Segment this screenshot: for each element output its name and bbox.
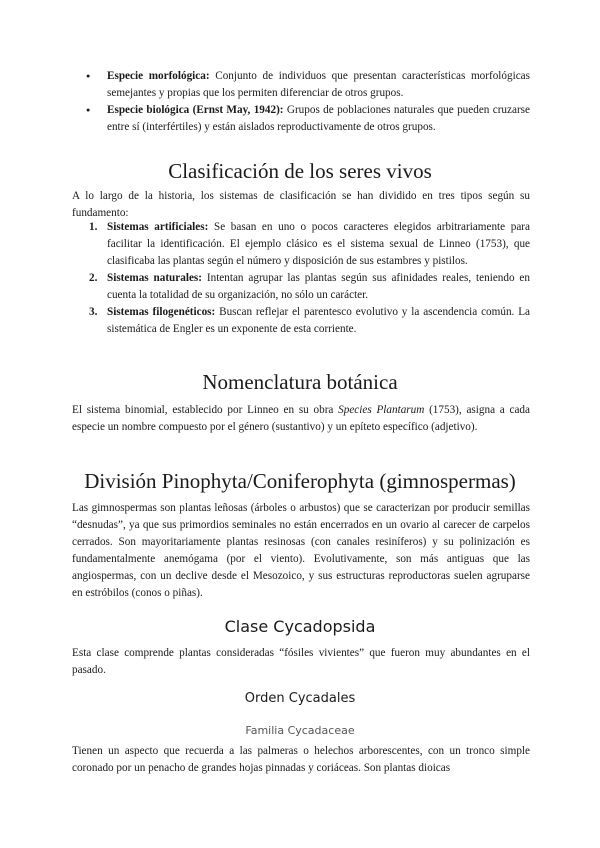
familia-paragraph: Tienen un aspecto que recuerda a las palmeras o helechos arborescentes, con un tronco simple coronado por un penacho de grandes hojas pinnadas y coriáceas. Son plantas dioicas [72,745,530,774]
list-item-text: Buscan reflejar el parentesco evolutivo y la ascendencia común. La sistemática de Engler es un exponente de esta corriente. [107,306,530,335]
list-item-text: Conjunto de individuos que presentan características morfológicas semejantes y propias que los permiten diferenciar de otros grupos. [107,70,530,99]
heading-orden: Orden Cycadales [244,691,356,706]
classification-systems-list [72,219,530,338]
list-item-term: Especie biológica (Ernst May, 1942): [107,104,284,116]
nomenclatura-text-before: El sistema binomial, establecido por Linneo en su obra [72,404,339,416]
nomenclatura-text-after: (1753), asigna a cada especie un nombre compuesto por el género (sustantivo) y un epíteto específico (adjetivo). [72,404,530,433]
list-item [72,102,530,136]
list-item-term: Sistemas naturales: [107,272,202,284]
list-item-term: Sistemas artificiales: [107,221,209,233]
heading-nomenclatura: Nomenclatura botánica [202,370,398,394]
list-item-term: Sistemas filogenéticos: [107,306,216,318]
heading-clasificacion: Clasificación de los seres vivos [168,159,432,183]
list-item [72,304,530,338]
list-item-text: Intentan agrupar las plantas según sus afinidades reales, teniendo en cuenta la totalidad de su organización, no sólo un carácter. [107,272,530,301]
list-item-text: Se basan en uno o pocos caracteres elegidos arbitrariamente para facilitar la identificación. El ejemplo clásico es el sistema sexual de Linneo (1753), que clasificaba las plantas según el número y disposición de sus estambres y pistilos. [107,221,530,267]
heading-clase: Clase Cycadopsida [224,617,376,636]
list-item [72,270,530,304]
list-item-text: Grupos de poblaciones naturales que pueden cruzarse entre sí (interfértiles) y están aislados reproductivamente de otros grupos. [107,104,530,133]
heading-familia: Familia Cycadaceae [245,724,355,737]
list-item [72,219,530,270]
species-definition-list [72,68,530,136]
nomenclatura-paragraph [72,402,530,436]
heading-division: División Pinophyta/Coniferophyta (gimnospermas) [84,469,516,493]
list-item [72,68,530,102]
list-item-term: Especie morfológica: [107,70,210,82]
list-number: 1. [89,221,98,233]
list-number: 2. [89,272,98,284]
list-number: 3. [89,306,98,318]
clase-paragraph: Esta clase comprende plantas consideradas “fósiles vivientes” que fueron muy abundantes en el pasado. [72,647,530,676]
division-paragraph: Las gimnospermas son plantas leñosas (árboles o arbustos) que se caracterizan por producir semillas “desnudas”, ya que sus primordios seminales no están encerrados en un ovario al carecer de carpelos cerrados. Son mayoritariamente plantas resinosas (con canales resiníferos) y su polinización es fundamentalmente anemógama (por el viento). Evolutivamente, son más antiguas que las angiospermas, con un declive desde el Mesozoico, y sus estructuras reproductoras suelen agruparse en estróbilos (conos o piñas). [72,502,530,599]
clasificacion-intro: A lo largo de la historia, los sistemas de clasificación se han dividido en tres tipos según su fundamento: [72,190,530,219]
nomenclatura-work-title: Species Plantarum [338,404,425,416]
